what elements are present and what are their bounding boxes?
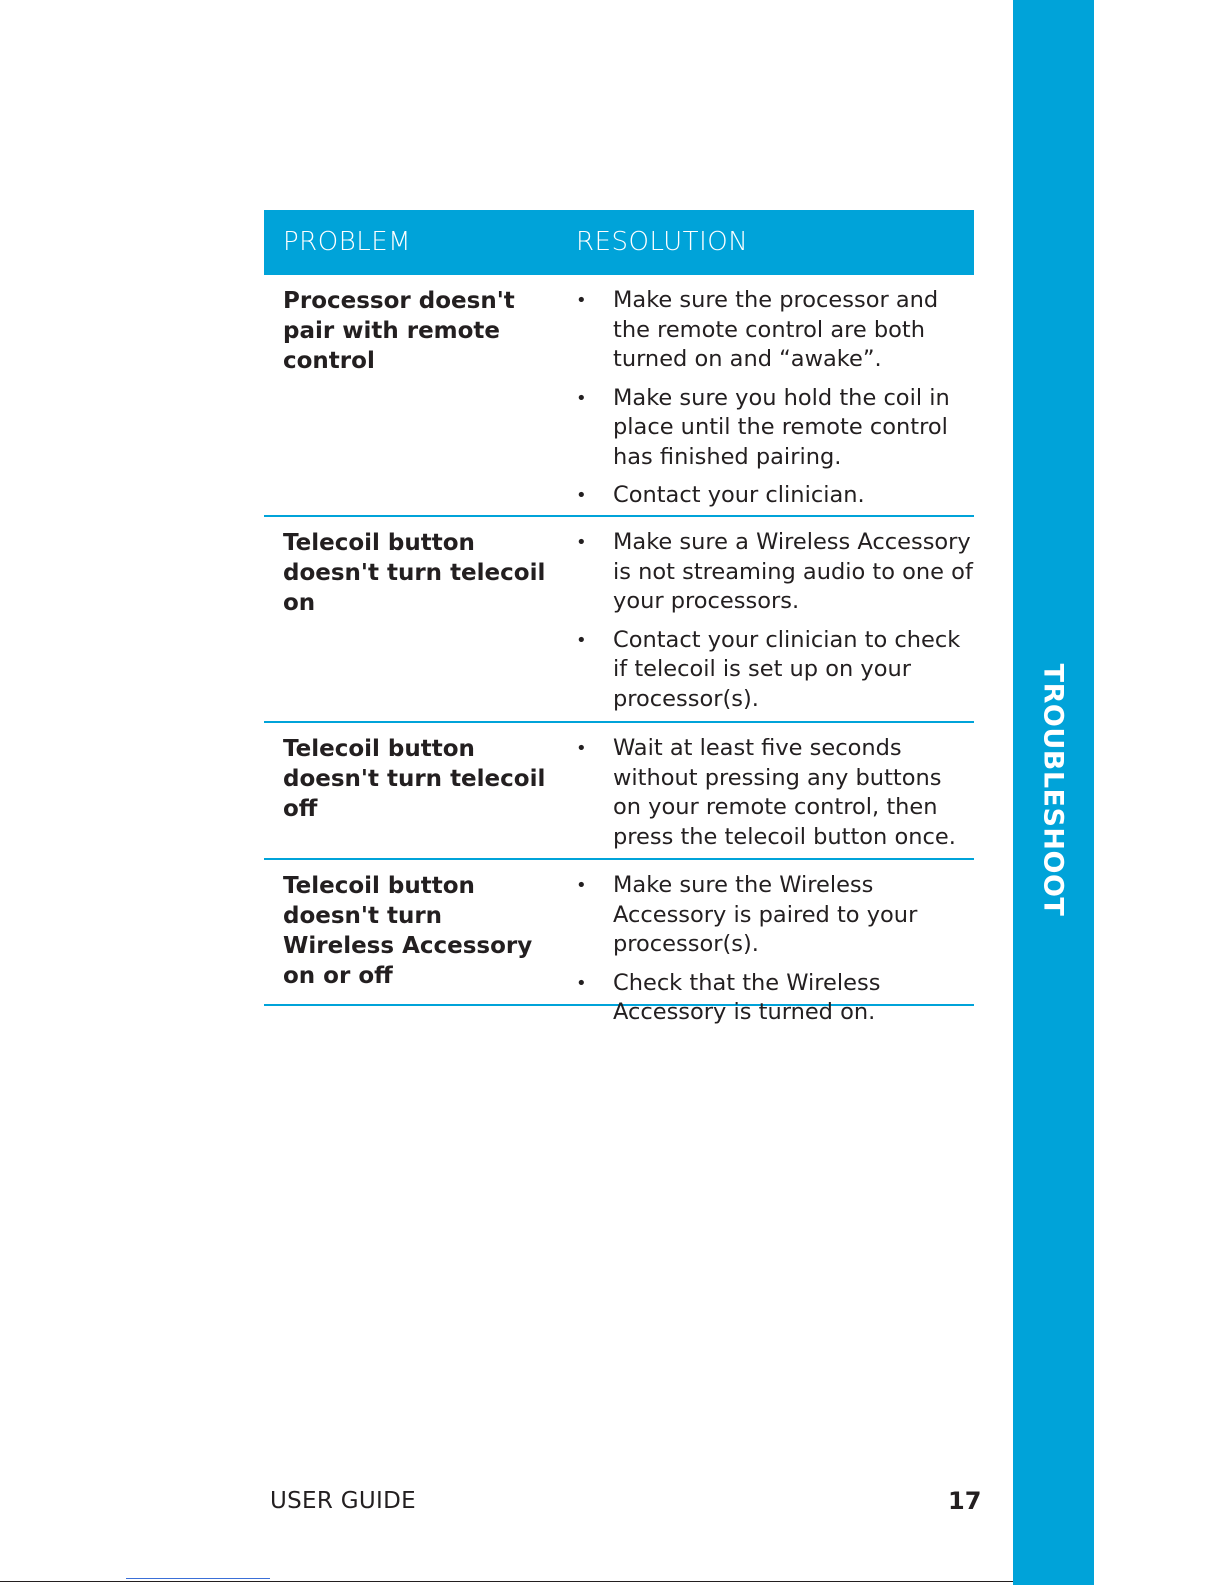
resolution-text: Contact your clinician to check if telecoil is set up on your processor(s). [613, 626, 961, 712]
list-item [576, 528, 976, 617]
table-header [264, 210, 974, 275]
resolution-text: Contact your clinician. [613, 482, 865, 508]
table-row [264, 275, 974, 517]
list-item [576, 871, 976, 960]
bullet-icon: • [576, 972, 587, 994]
row-problem: Telecoil button doesn't turn telecoil off [283, 736, 546, 822]
bullet-icon: • [576, 738, 587, 759]
footer-guide-label: USER GUIDE [270, 1488, 416, 1514]
page-bottom-divider [0, 1581, 1013, 1582]
list-item [576, 969, 976, 1028]
header-problem: PROBLEM [283, 227, 412, 257]
resolution-text: Make sure the Wireless Accessory is paired to your processor(s). [613, 872, 918, 957]
list-item [576, 481, 976, 511]
resolution-text: Wait at least five seconds without pressing any buttons on your remote control, then press the telecoil button once. [613, 735, 956, 850]
list-item [576, 286, 976, 375]
bullet-icon: • [576, 387, 587, 409]
side-tab-label: TROUBLESHOOT [1037, 663, 1069, 917]
page-number: 17 [948, 1487, 982, 1515]
bullet-icon: • [576, 290, 587, 311]
bullet-icon: • [576, 875, 587, 896]
list-item [576, 384, 976, 473]
list-item [576, 734, 976, 852]
resolution-text: Check that the Wireless Accessory is turned on. [613, 969, 881, 1025]
header-resolution: RESOLUTION [576, 227, 749, 257]
troubleshoot-table [264, 210, 974, 1025]
table-row [264, 723, 974, 860]
resolution-text: Make sure the processor and the remote control are both turned on and “awake”. [613, 287, 939, 372]
row-problem: Telecoil button doesn't turn telecoil on [283, 530, 546, 616]
row-problem: Processor doesn't pair with remote control [283, 288, 515, 374]
table-row [264, 860, 974, 1025]
resolution-text: Make sure you hold the coil in place until the remote control has finished pairing. [613, 384, 950, 470]
bullet-icon: • [576, 532, 587, 553]
bullet-icon: • [576, 485, 587, 506]
table-row [264, 517, 974, 723]
row-resolution-list [576, 871, 976, 1037]
list-item [576, 626, 976, 715]
bottom-link-underline [126, 1578, 270, 1579]
row-resolution-list [576, 528, 976, 723]
bullet-icon: • [576, 629, 587, 651]
row-resolution-list [576, 286, 976, 520]
row-problem: Telecoil button doesn't turn Wireless Accessory on or off [283, 873, 533, 989]
row-resolution-list [576, 734, 976, 861]
resolution-text: Make sure a Wireless Accessory is not streaming audio to one of your processors. [613, 529, 973, 614]
